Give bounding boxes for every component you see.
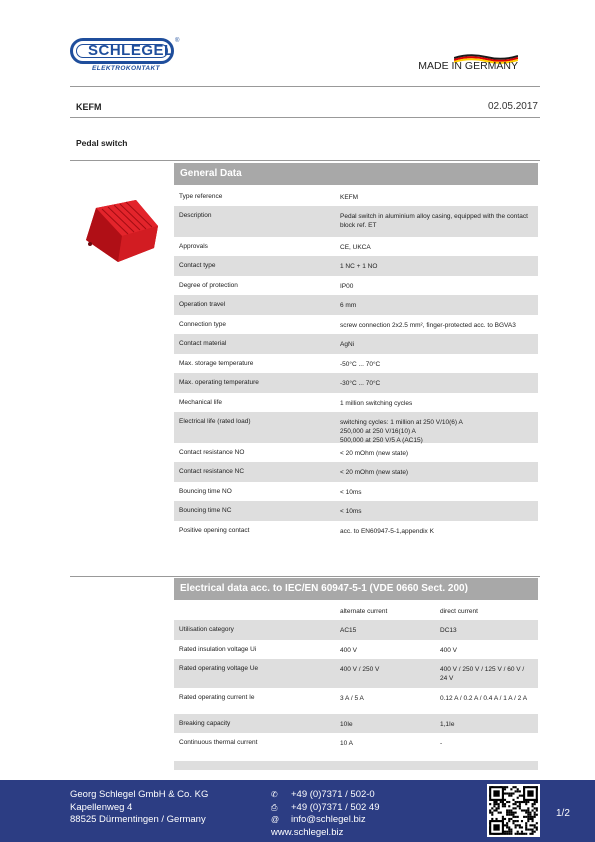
row-label: Rated operating current Ie xyxy=(179,694,255,701)
document-date: 02.05.2017 xyxy=(487,101,538,112)
table-row xyxy=(174,521,538,540)
row-value: -50°C ... 70°C xyxy=(340,361,381,368)
table-row xyxy=(174,206,538,237)
row-label: Contact resistance NC xyxy=(179,468,245,475)
footer-contact xyxy=(271,789,379,839)
row-value: -30°C ... 70°C xyxy=(340,380,381,387)
table-row xyxy=(174,276,538,295)
row-label: Positive opening contact xyxy=(179,527,250,534)
row-label: Max. operating temperature xyxy=(179,379,259,386)
company-name: Georg Schlegel GmbH & Co. KG xyxy=(70,789,209,800)
company-logo xyxy=(70,38,180,74)
city: 88525 Dürmentingen / Germany xyxy=(70,814,206,825)
row-label: Mechanical life xyxy=(179,399,222,406)
product-code: KEFM xyxy=(76,102,102,112)
fax-icon: ⎙ xyxy=(271,802,278,812)
dc-value: direct current xyxy=(440,608,478,615)
page-number: 1/2 xyxy=(556,808,570,819)
fax-number: +49 (0)7371 / 502 49 xyxy=(291,801,380,813)
phone-number[interactable]: +49 (0)7371 / 502-0 xyxy=(291,789,375,800)
email-link[interactable]: info@schlegel.biz xyxy=(291,814,366,825)
row-value: IP00 xyxy=(340,283,354,290)
logo-registered-mark: ® xyxy=(175,38,180,44)
street: Kapellenweg 4 xyxy=(70,801,133,813)
dc-value: DC13 xyxy=(440,627,457,634)
table-row xyxy=(174,482,538,501)
row-value: < 10ms xyxy=(340,508,362,515)
row-label: Electrical life (rated load) xyxy=(179,418,251,425)
row-value: < 10ms xyxy=(340,489,362,496)
table-row xyxy=(174,659,538,688)
row-value: KEFM xyxy=(340,194,359,201)
row-label: Utilisation category xyxy=(179,626,234,633)
dc-value: 400 V / 250 V / 125 V / 60 V / 24 V xyxy=(440,666,525,682)
table-row xyxy=(174,187,538,206)
row-label: Max. storage temperature xyxy=(179,360,254,367)
dc-value: 1,1Ie xyxy=(440,721,455,728)
divider xyxy=(70,160,540,161)
table-row xyxy=(174,620,538,640)
dc-value: 0.12 A / 0.2 A / 0.4 A / 1 A / 2 A xyxy=(440,695,528,702)
row-label: Rated insulation voltage Ui xyxy=(179,646,257,653)
row-label: Approvals xyxy=(179,243,208,250)
row-label: Bouncing time NC xyxy=(179,507,232,514)
table-row xyxy=(174,412,538,443)
table-row xyxy=(174,393,538,412)
table-end-band xyxy=(174,761,538,770)
row-label: Contact type xyxy=(179,262,216,269)
row-value: CE, UKCA xyxy=(340,244,371,251)
made-in-label: MADE IN GERMANY xyxy=(418,60,518,72)
table-row xyxy=(174,688,538,714)
general-data-header: General Data xyxy=(174,163,538,185)
row-label: Contact resistance NO xyxy=(179,449,245,456)
table-row xyxy=(174,733,538,752)
ac-value: 400 V / 250 V xyxy=(340,666,380,673)
table-row xyxy=(174,501,538,521)
divider xyxy=(70,117,540,118)
ac-value: 10Ie xyxy=(340,721,353,728)
table-row xyxy=(174,601,538,620)
table-row xyxy=(174,373,538,393)
row-label: Connection type xyxy=(179,321,226,328)
table-row xyxy=(174,714,538,733)
footer-address xyxy=(70,789,208,827)
email-icon: @ xyxy=(271,815,280,824)
footer xyxy=(0,780,595,842)
phone-icon: ✆ xyxy=(271,790,278,799)
table-row xyxy=(174,237,538,256)
dc-value: 400 V xyxy=(440,647,457,654)
row-value: < 20 mOhm (new state) xyxy=(340,469,409,476)
row-value: 1 million switching cycles xyxy=(340,400,413,407)
row-label xyxy=(174,607,333,620)
qr-code-icon xyxy=(487,784,540,837)
dc-value: - xyxy=(440,740,443,747)
table-row xyxy=(174,640,538,659)
divider xyxy=(70,576,540,577)
row-value: screw connection 2x2.5 mm², finger-protected acc. to BGVA3 xyxy=(340,322,516,329)
ac-value: 3 A / 5 A xyxy=(340,695,364,702)
table-row xyxy=(174,443,538,462)
ac-value: 10 A xyxy=(340,740,354,747)
table-row xyxy=(174,462,538,482)
row-label: Type reference xyxy=(179,193,223,200)
row-value: Pedal switch in aluminium alloy casing, equipped with the contact block ref. ET xyxy=(340,213,528,229)
row-label: Operation travel xyxy=(179,301,226,308)
website-link[interactable]: www.schlegel.biz xyxy=(271,826,344,838)
table-row xyxy=(174,295,538,315)
ac-value: 400 V xyxy=(340,647,357,654)
row-value: switching cycles: 1 million at 250 V/10(6) A 250,000 at 250 V/16(10) A 500,000 at 250 V/5 A (AC15) xyxy=(340,419,463,444)
general-data-table xyxy=(174,187,538,540)
row-label: Breaking capacity xyxy=(179,720,231,727)
ac-value: AC15 xyxy=(340,627,357,634)
row-label: Rated operating voltage Ue xyxy=(179,665,259,672)
table-row xyxy=(174,256,538,276)
logo-subtitle: ELEKTROKONTAKT xyxy=(92,65,160,72)
table-row xyxy=(174,315,538,334)
pedal-switch-image xyxy=(78,190,172,270)
electrical-data-table xyxy=(174,601,538,752)
table-row xyxy=(174,354,538,373)
row-value: 6 mm xyxy=(340,302,357,309)
row-value: AgNi xyxy=(340,341,355,348)
product-subtitle: Pedal switch xyxy=(76,138,128,148)
table-row xyxy=(174,334,538,354)
row-value: < 20 mOhm (new state) xyxy=(340,450,409,457)
divider xyxy=(70,86,540,87)
electrical-data-header: Electrical data acc. to IEC/EN 60947-5-1 (VDE 0660 Sect. 200) xyxy=(174,578,538,600)
ac-value: alternate current xyxy=(340,608,388,615)
row-label: Description xyxy=(179,212,212,219)
row-value: 1 NC + 1 NO xyxy=(340,263,378,270)
row-label: Bouncing time NO xyxy=(179,488,232,495)
row-label: Continuous thermal current xyxy=(179,739,258,746)
row-label: Contact material xyxy=(179,340,227,347)
logo-text: SCHLEGEL xyxy=(88,42,174,59)
row-label: Degree of protection xyxy=(179,282,238,289)
row-value: acc. to EN60947-5-1,appendix K xyxy=(340,528,434,535)
